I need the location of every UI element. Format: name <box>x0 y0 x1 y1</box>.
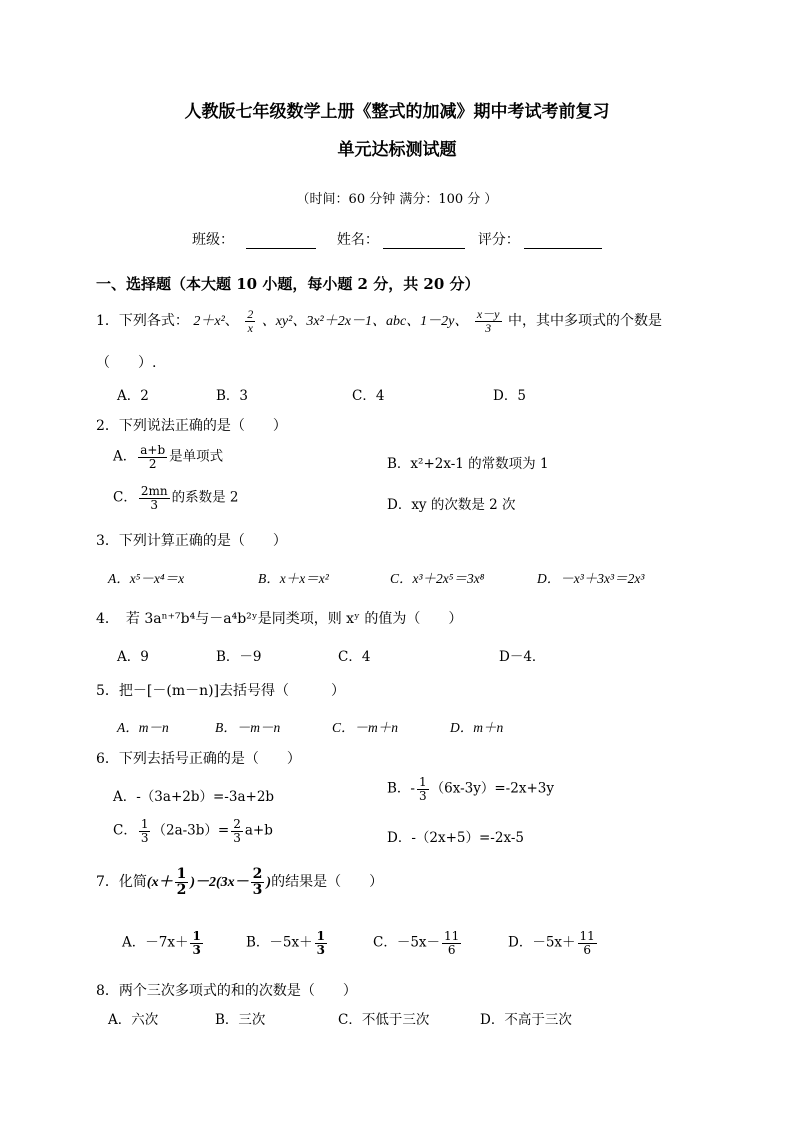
q7-a-num: 1 <box>192 929 201 943</box>
q2-a-fraction <box>138 444 167 470</box>
q7-b-prefix: B．－5x＋ <box>246 934 313 951</box>
q3-option-d[interactable]: D．－x³＋3x³＝2x³ <box>537 571 645 586</box>
q3-option-b[interactable]: B．x＋x＝x² <box>258 571 329 586</box>
q7-option-c[interactable] <box>373 930 463 956</box>
name-label: 姓名： <box>336 232 379 248</box>
q1-option-c[interactable]: C．4 <box>352 388 385 404</box>
q8-option-a[interactable]: A．六次 <box>108 1012 159 1028</box>
q2-option-a[interactable] <box>113 444 223 470</box>
q8-option-b[interactable]: B．三次 <box>215 1012 266 1028</box>
class-field[interactable] <box>246 248 316 249</box>
question-5: 5．把－[－(m－n)]去括号得（ ） <box>96 683 346 699</box>
q5-option-c[interactable]: C．－m＋n <box>332 720 399 735</box>
page-title-line1: 人教版七年级数学上册《整式的加减》期中考试考前复习 <box>184 102 610 122</box>
q7-fraction-1 <box>175 867 189 897</box>
question-3: 3．下列计算正确的是（ ） <box>96 533 287 549</box>
q8-option-c[interactable]: C．不低于三次 <box>338 1012 430 1028</box>
q7-d-den: 6 <box>583 942 591 957</box>
q3-option-a[interactable]: A．x⁵－x⁴＝x <box>108 571 185 586</box>
exam-time-info: （时间：60 分钟 满分：100 分 ） <box>296 192 498 207</box>
question-2: 2．下列说法正确的是（ ） <box>96 418 287 434</box>
q6-b-prefix: B．- <box>387 780 415 797</box>
q7-b-den: 3 <box>316 942 325 957</box>
q7-a-prefix: A．－7x＋ <box>122 934 189 951</box>
q7-expr-part: )－2(3x－ <box>190 875 249 891</box>
q1-suffix: 中，其中多项式的个数是 <box>507 313 662 330</box>
q1-frac-num: x－y <box>476 307 500 321</box>
q7-c-num: 11 <box>444 929 460 943</box>
q1-sep: 、 <box>224 313 239 330</box>
q2-option-c[interactable] <box>113 485 238 511</box>
q6-c-suffix: a+b <box>244 822 273 839</box>
q6-option-c[interactable] <box>113 818 273 844</box>
q6-b-den: 3 <box>418 788 427 803</box>
q7-prefix: 7．化简 <box>96 874 147 891</box>
q6-c-den2: 3 <box>233 830 241 845</box>
question-8: 8．两个三次多项式的和的次数是（ ） <box>96 983 357 999</box>
q2-c-fraction <box>139 485 170 511</box>
q7-suffix: 的结果是（ ） <box>271 874 384 891</box>
q7-fraction-2 <box>251 867 265 897</box>
q7-option-d[interactable] <box>508 930 599 956</box>
q7-c-fraction <box>442 930 461 956</box>
q1-prefix: 1．下列各式： <box>96 313 189 330</box>
q1-terms-list: 、xy²、3x²＋2x－1、abc、1－2y、 <box>261 314 469 330</box>
question-6: 6．下列去括号正确的是（ ） <box>96 751 301 767</box>
q4-option-a[interactable]: A．9 <box>117 649 149 665</box>
q6-c-mid: （2a-3b）= <box>152 822 230 839</box>
q2-c-num: 2mn <box>140 484 168 498</box>
q5-option-d[interactable]: D．m＋n <box>450 720 504 735</box>
q7-d-prefix: D．－5x＋ <box>508 934 576 951</box>
page-title-line2: 单元达标测试题 <box>337 140 457 160</box>
score-label: 评分： <box>477 232 520 248</box>
q1-fraction-x-y <box>475 308 502 334</box>
q5-option-a[interactable]: A．m－n <box>117 720 169 735</box>
q7-b-fraction <box>315 930 327 956</box>
q4-option-d[interactable]: D－4． <box>499 649 546 665</box>
q7-f1-num: 1 <box>176 866 187 882</box>
q2-a-num: a+b <box>140 443 166 457</box>
q1-fraction-2-over-x <box>245 308 255 334</box>
q7-f1-den: 2 <box>176 881 187 898</box>
score-field[interactable] <box>524 248 602 249</box>
q1-frac-num: 2 <box>247 307 254 321</box>
name-field[interactable] <box>383 248 465 249</box>
q6-option-a[interactable]: A．-（3a+2b）=-3a+2b <box>113 789 275 805</box>
q6-option-b[interactable] <box>387 776 554 802</box>
q7-d-fraction <box>578 930 597 956</box>
q2-c-den: 3 <box>150 497 159 512</box>
q7-expr-part: (x＋ <box>146 875 173 891</box>
q7-a-den: 3 <box>192 942 201 957</box>
q1-frac-den: 3 <box>485 320 492 335</box>
q1-option-d[interactable]: D．5 <box>493 388 526 404</box>
q6-b-suffix: （6x-3y）=-2x+3y <box>430 780 554 797</box>
q7-option-a[interactable] <box>122 930 205 956</box>
q2-c-prefix: C． <box>113 489 137 506</box>
q7-c-prefix: C．－5x－ <box>373 934 441 951</box>
q8-option-d[interactable]: D．不高于三次 <box>480 1012 572 1028</box>
section-heading: 一、选择题（本大题 10 小题，每小题 2 分，共 20 分） <box>96 275 480 293</box>
q7-d-num: 11 <box>579 929 595 943</box>
q2-a-den: 2 <box>148 456 157 471</box>
q6-b-fraction <box>417 776 429 802</box>
q6-c-num: 1 <box>140 817 149 831</box>
q7-expr-part: ) <box>266 875 272 891</box>
q7-f2-num: 2 <box>252 866 263 882</box>
q7-a-fraction <box>190 930 202 956</box>
q3-option-c[interactable]: C．x³＋2x⁵＝3x⁸ <box>390 571 485 586</box>
q6-c-prefix: C． <box>113 822 137 839</box>
q5-option-b[interactable]: B．－m－n <box>215 720 281 735</box>
class-label: 班级： <box>192 232 234 248</box>
q6-c-fraction-2 <box>231 818 243 844</box>
q2-a-suffix: 是单项式 <box>169 448 224 465</box>
q2-option-d[interactable]: D．xy 的次数是 2 次 <box>387 497 516 513</box>
q1-term: 2＋x² <box>193 314 225 330</box>
q7-b-num: 1 <box>316 929 325 943</box>
q2-a-prefix: A． <box>113 448 137 465</box>
q7-c-den: 6 <box>447 942 456 957</box>
question-1 <box>96 308 662 334</box>
q2-option-b[interactable]: B．x²+2x-1 的常数项为 1 <box>387 456 549 472</box>
q6-c-den: 3 <box>140 830 149 845</box>
q7-option-b[interactable] <box>246 930 329 956</box>
q1-frac-den: x <box>247 320 253 335</box>
q6-b-num: 1 <box>418 775 427 789</box>
q1-option-a[interactable]: A．2 <box>117 388 149 404</box>
q7-f2-den: 3 <box>252 881 263 898</box>
q6-option-d[interactable]: D．-（2x+5）=-2x-5 <box>387 830 524 846</box>
q4-option-c[interactable]: C．4 <box>338 649 371 665</box>
student-info-row <box>192 229 602 249</box>
q1-option-b[interactable]: B．3 <box>216 388 249 404</box>
q2-c-suffix: 的系数是 2 <box>171 489 239 506</box>
question-4: 4． 若 3aⁿ⁺⁷b⁴与－a⁴b²ʸ是同类项，则 xʸ 的值为（ ） <box>96 611 463 627</box>
q6-c-fraction <box>139 818 151 844</box>
question-7 <box>96 867 383 897</box>
q6-c-num2: 2 <box>233 817 241 831</box>
q4-option-b[interactable]: B．－9 <box>216 649 262 665</box>
q1-line2: （ ）. <box>96 355 157 371</box>
